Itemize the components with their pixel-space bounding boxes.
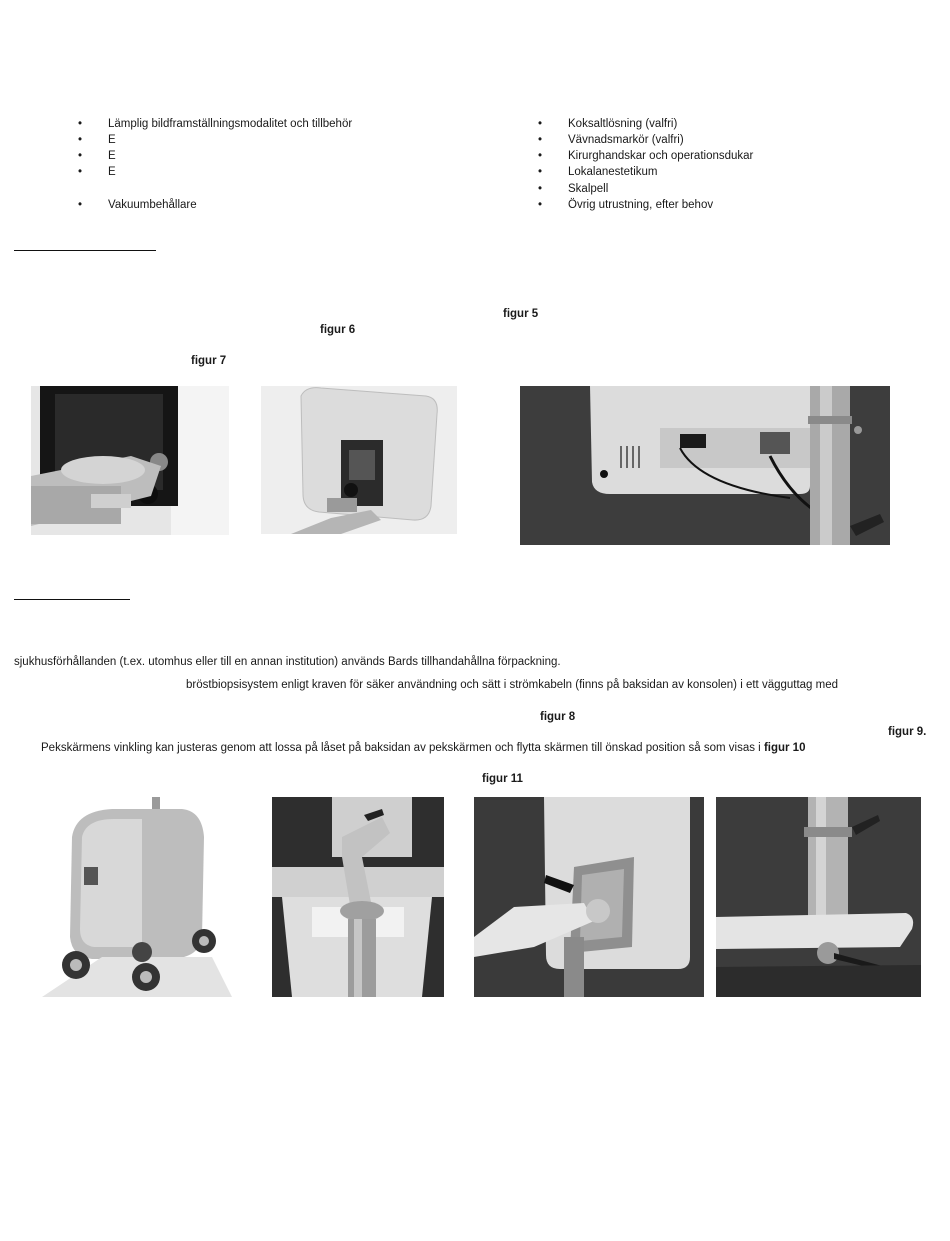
list-item: • E: [78, 150, 116, 162]
bullet: •: [78, 134, 83, 146]
section-heading-rule: [14, 599, 130, 600]
list-item: • Vakuumbehållare: [78, 199, 197, 211]
paragraph-text: sjukhusförhållanden (t.ex. utomhus eller till en annan institution) används Bards tillhandahållna förpackning.: [14, 656, 561, 668]
screen-mount-lock-photo: [474, 797, 704, 997]
monitor-mount-closeup-photo: [31, 386, 229, 535]
list-item: • Skalpell: [538, 183, 609, 195]
bullet: •: [538, 199, 543, 211]
console-cart-photo: [42, 797, 232, 997]
list-item: • Lämplig bildframställningsmodalitet och tillbehör: [78, 118, 353, 130]
paragraph-text: Pekskärmens vinkling kan justeras genom att lossa på låset på baksidan av pekskärmen och flytta skärmen till önskad position så som visas i figur 10: [41, 742, 806, 754]
list-item: • E: [78, 166, 116, 178]
list-item: • Vävnadsmarkör (valfri): [538, 134, 684, 146]
list-item: • E: [78, 134, 116, 146]
figure-ref-6: figur 6: [320, 324, 356, 336]
bullet: •: [78, 199, 83, 211]
monitor-cable-connection-photo: [520, 386, 890, 545]
bullet: •: [538, 118, 543, 130]
bullet: •: [78, 166, 83, 178]
paragraph-text: bröstbiopsisystem enligt kraven för säker användning och sätt i strömkabeln (finns på baksidan av konsolen) i ett vägguttag med: [186, 679, 839, 691]
bullet: •: [538, 134, 543, 146]
figure-ref-7: figur 7: [191, 355, 227, 367]
bullet: •: [78, 118, 83, 130]
list-item: • Koksaltlösning (valfri): [538, 118, 678, 130]
column-height-adjust-photo: [716, 797, 921, 997]
figure-ref-5: figur 5: [503, 308, 539, 320]
figure-ref-9: figur 9.: [888, 726, 927, 738]
list-item: • Kirurghandskar och operationsdukar: [538, 150, 754, 162]
bullet: •: [78, 150, 83, 162]
bullet: •: [538, 166, 543, 178]
monitor-rear-photo: [261, 386, 457, 534]
section-heading-rule: [14, 250, 156, 251]
monitor-arm-column-photo: [272, 797, 444, 997]
figure-ref-10: figur 10: [763, 742, 806, 754]
figure-ref-8: figur 8: [540, 711, 576, 723]
bullet: •: [538, 183, 543, 195]
figure-ref-11: figur 11: [482, 773, 523, 785]
list-item: • Lokalanestetikum: [538, 166, 658, 178]
list-item: • Övrig utrustning, efter behov: [538, 199, 714, 211]
bullet: •: [538, 150, 543, 162]
